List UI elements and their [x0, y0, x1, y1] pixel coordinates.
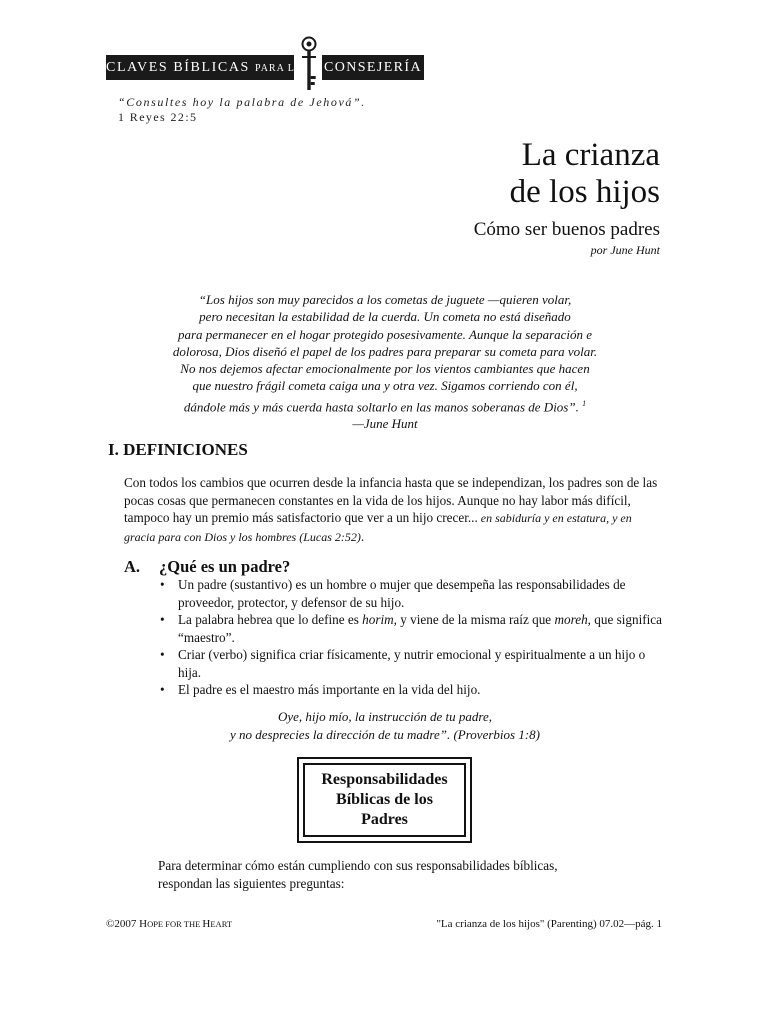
subsection-heading [124, 557, 290, 577]
epigraph-line: No nos dejemos afectar emocionalmente por los vientos cambiantes que hacen [180, 361, 590, 377]
footer-copyright: ©2007 HOPE FOR THE HEART [106, 918, 233, 930]
motto-quote: “Consultes hoy la palabra de Jehová”. [118, 95, 366, 109]
list-item-text: La palabra hebrea que lo define es [178, 612, 363, 627]
bullet-icon: • [160, 612, 165, 627]
verse-line: y no desprecies la dirección de tu madre”. (Proverbios 1:8) [229, 726, 540, 742]
hebrew-term-moreh: moreh [554, 612, 588, 627]
scripture-citation: en sabiduría y en estatura, y en gracia para con Dios y los hombres (Lucas 2:52) [124, 511, 632, 544]
list-item-text: y viene de la misma raíz que [396, 612, 555, 627]
epigraph-line: que nuestro frágil cometa caiga una y otra vez. Sigamos corriendo con él, [192, 378, 578, 394]
key-icon [298, 36, 320, 92]
responsibilities-box-inner [303, 763, 466, 837]
instructions-paragraph [158, 857, 618, 892]
list-item-text: Un padre (sustantivo) es un hombre o mujer que desempeña las responsabilidades de proveedor, protector, y defensor de su hijo. [178, 577, 626, 610]
bullet-icon: • [160, 682, 165, 697]
epigraph-line-last [140, 395, 630, 416]
series-name: CLAVES BÍBLICAS [106, 60, 250, 75]
epigraph-line: para permanecer en el hogar protegido posesivamente. Aunque la separación e [177, 326, 593, 342]
instructions-line: respondan las siguientes preguntas: [158, 875, 345, 891]
box-title-line: Responsabilidades [321, 771, 448, 788]
responsibilities-box [297, 757, 472, 843]
definition-list [160, 576, 665, 699]
hebrew-term-horim: horim, [362, 612, 397, 627]
epigraph-line: “Los hijos son muy parecidos a los cometas de juguete —quieren volar, [198, 292, 572, 307]
title-line-2: de los hijos [509, 174, 660, 210]
epigraph-line: dolorosa, Dios diseñó el papel de los padres para preparar su cometa para volar. [172, 343, 598, 359]
series-banner-left [106, 55, 304, 80]
copyright-year: ©2007 [106, 918, 137, 930]
instructions-line: Para determinar cómo están cumpliendo con sus responsabilidades bíblicas, [158, 858, 558, 873]
paragraph-text: Con todos los cambios que ocurren desde la infancia hasta que se independizan, los padres son de las pocas cosas que permanecen constantes en la vida de los hijos. Aunque no hay labor más difícil, tampoco hay un premio más satisfactorio que ver a un hijo crecer... [124, 475, 658, 525]
definitions-paragraph [124, 474, 664, 546]
epigraph-attribution: —June Hunt [352, 416, 418, 432]
scripture-verse [160, 708, 610, 743]
footnote-marker: 1 [582, 398, 587, 408]
bullet-icon: • [160, 647, 165, 662]
box-title-line: Bíblicas de los [336, 791, 433, 808]
list-item [160, 646, 665, 681]
list-item [160, 611, 665, 646]
author-byline: por June Hunt [590, 243, 660, 257]
subsection-letter: A. [124, 557, 141, 576]
list-item [160, 576, 665, 611]
list-item-text: , que significa “maestro”. [178, 612, 663, 645]
epigraph-line: dándole más y más cuerda hasta soltarlo en las manos soberanas de Dios”. [183, 399, 579, 415]
list-item [160, 681, 665, 699]
box-title-line: Padres [361, 811, 408, 828]
subtitle: Cómo ser buenos padres [473, 219, 660, 240]
epigraph [140, 291, 630, 433]
title-line-1: La crianza [521, 137, 660, 173]
footer-page-info: "La crianza de los hijos" (Parenting) 07.02—pág. 1 [436, 918, 662, 930]
bullet-icon: • [160, 577, 165, 592]
subsection-title: ¿Qué es un padre? [159, 557, 291, 576]
list-item-text: El padre es el maestro más importante en la vida del hijo. [178, 682, 481, 697]
motto-reference: 1 Reyes 22:5 [118, 110, 198, 124]
list-item-text: Criar (verbo) significa criar físicamente, y nutrir emocional y espiritualmente a un hijo o hija. [178, 647, 646, 680]
section-heading: I. DEFINICIONES [108, 440, 248, 459]
series-banner-right: CONSEJERÍA [322, 55, 424, 80]
verse-line: Oye, hijo mío, la instrucción de tu padre, [278, 709, 492, 724]
series-connector: PARA LA [255, 63, 304, 74]
paragraph-end: . [360, 528, 365, 544]
epigraph-line: pero necesitan la estabilidad de la cuerda. Un cometa no está diseñado [199, 309, 571, 325]
